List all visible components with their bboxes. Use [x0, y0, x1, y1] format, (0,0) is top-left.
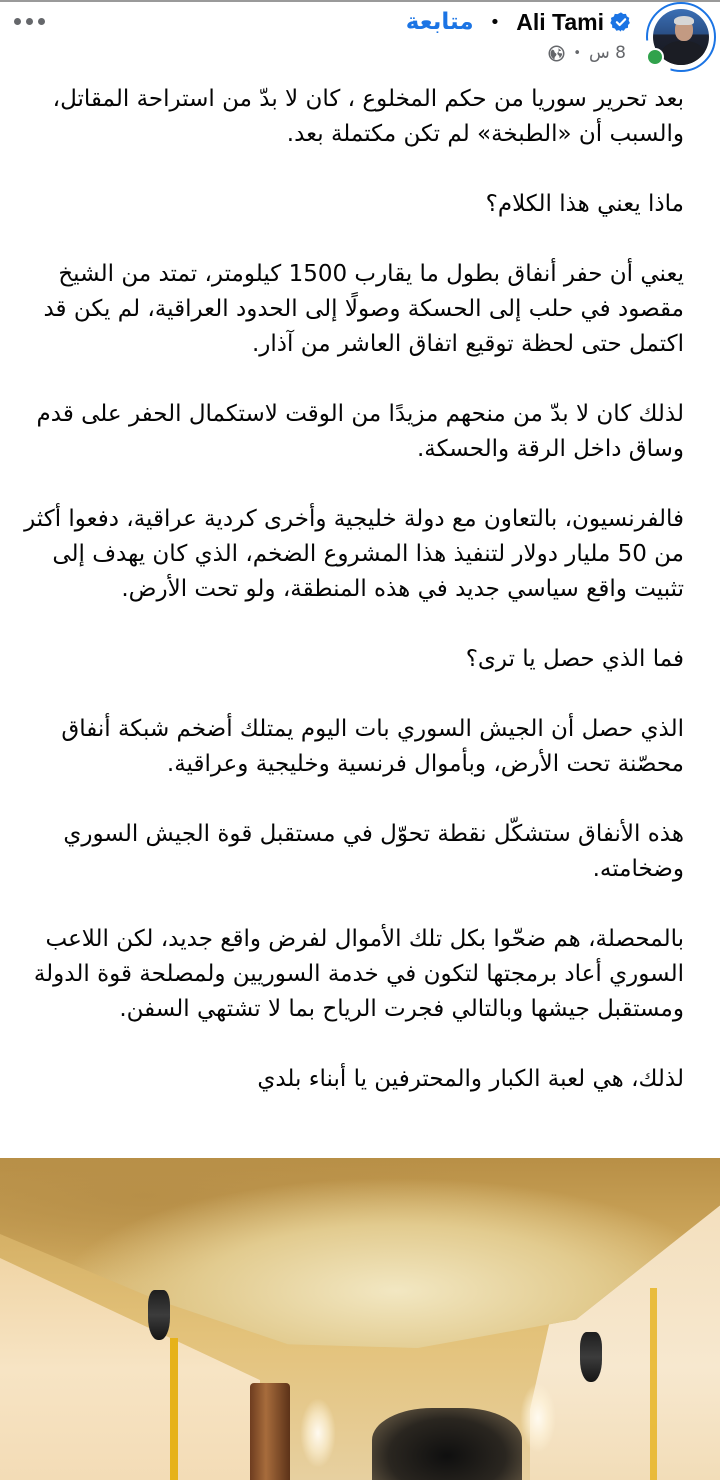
post-paragraph: بالمحصلة، هم ضحّوا بكل تلك الأموال لفرض واقع جديد، لكن اللاعب السوري أعاد برمجتها لتكون في خدمة السوريين ولمصلحة قوة الدولة ومستقبل جيشها وبالتالي فجرت الرياح بما لا تشتهي السفن. [33, 926, 684, 1022]
post-paragraph: لذلك كان لا بدّ من منحهم مزيدًا من الوقت لاستكمال الحفر على قدم وساق داخل الرقة والحسكة. [36, 401, 684, 462]
author-avatar[interactable] [646, 2, 716, 72]
follow-button[interactable]: متابعة [405, 9, 474, 35]
avatar-hair-shape [674, 16, 694, 25]
post-paragraph: يعني أن حفر أنفاق بطول ما يقارب 1500 كيلومتر، تمتد من الشيخ مقصود في حلب إلى الحسكة وصولًا إلى الحدود العراقية، لم يكن قد اكتمل حتى لحظة توقيع اتفاق العاشر من آذار. [43, 261, 684, 357]
image-door [250, 1383, 290, 1480]
post-header [0, 0, 720, 78]
image-trim-right [650, 1288, 657, 1480]
post-paragraph: فالفرنسيون، بالتعاون مع دولة خليجية وأخرى كردية عراقية، دفعوا أكثر من 50 مليار دولار لتنفيذ هذا المشروع الضخم، الذي كان يهدف إلى تثبيت واقع سياسي جديد في هذه المنطقة، ولو تحت الأرض. [24, 506, 684, 602]
online-status-icon [646, 48, 664, 66]
lantern-icon [580, 1332, 602, 1382]
author-row [406, 6, 632, 38]
image-tunnel-depth [372, 1408, 522, 1480]
image-trim-left [170, 1338, 178, 1480]
more-horizontal-icon [38, 18, 45, 25]
post-paragraph: هذه الأنفاق ستشكّل نقطة تحوّل في مستقبل قوة الجيش السوري وضخامته. [63, 821, 684, 882]
globe-icon[interactable] [548, 45, 565, 62]
image-light-glow [520, 1383, 556, 1453]
post-paragraph: بعد تحرير سوريا من حكم المخلوع ، كان لا بدّ من استراحة المقاتل، والسبب أن «الطبخة» لم تكن مكتملة بعد. [52, 86, 684, 147]
post-paragraph: الذي حصل أن الجيش السوري بات اليوم يمتلك أضخم شبكة أنفاق محصّنة تحت الأرض، وبأموال فرنسية وخليجية وعراقية. [61, 716, 684, 777]
avatar-body-shape [661, 41, 705, 65]
post-text [14, 82, 684, 1132]
separator-dot: • [489, 11, 501, 33]
more-options-button[interactable] [14, 14, 50, 28]
post-paragraph: فما الذي حصل يا ترى؟ [465, 646, 684, 672]
post-image-tunnel[interactable] [0, 1158, 720, 1480]
more-horizontal-icon [26, 18, 33, 25]
post-paragraph: ماذا يعني هذا الكلام؟ [485, 191, 684, 217]
image-light-glow [300, 1398, 336, 1468]
post-timestamp[interactable]: 8 س [589, 43, 626, 63]
verified-badge-icon [610, 11, 632, 33]
post-paragraph: لذلك، هي لعبة الكبار والمحترفين يا أبناء بلدي [257, 1066, 684, 1092]
meta-separator-dot: • [573, 45, 582, 61]
lantern-icon [148, 1290, 170, 1340]
author-name[interactable]: Ali Tami [516, 8, 604, 35]
post-meta [548, 42, 626, 64]
more-horizontal-icon [14, 18, 21, 25]
